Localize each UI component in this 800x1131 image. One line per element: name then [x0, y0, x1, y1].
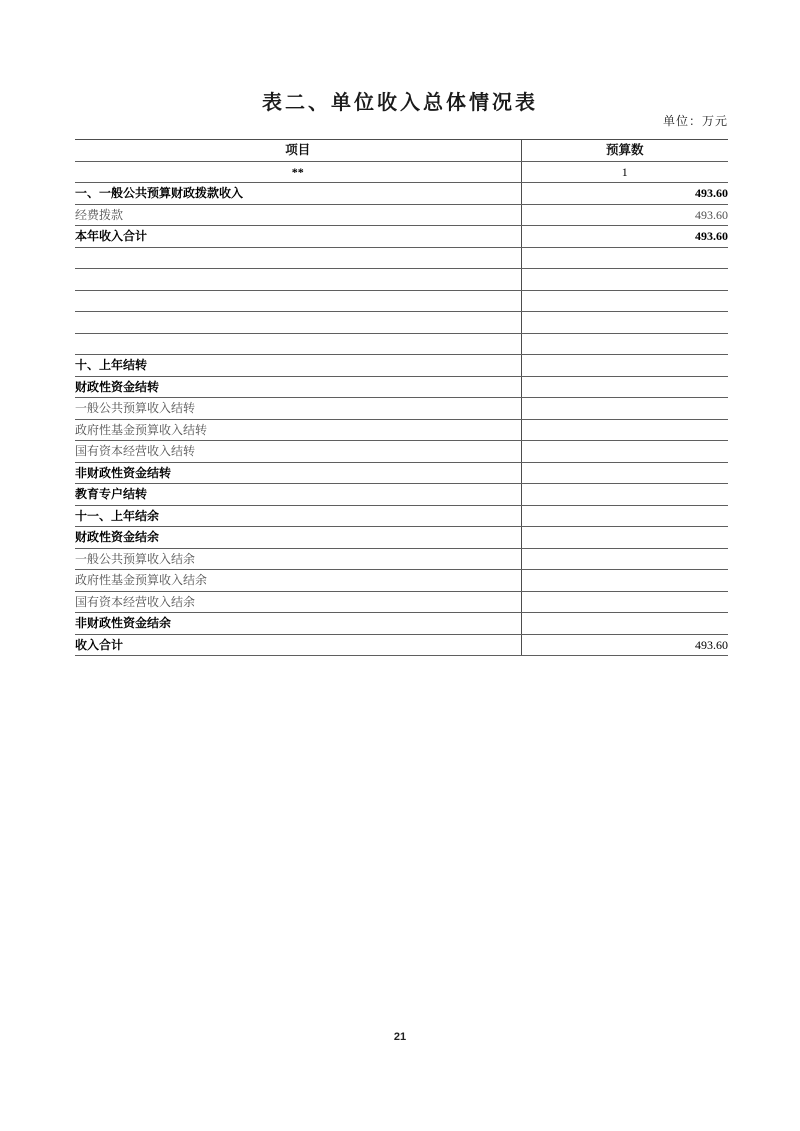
row-value-cell: [521, 355, 728, 377]
row-label-cell: 非财政性资金结转: [75, 462, 521, 484]
table-row: [75, 247, 728, 269]
page-title: 表二、单位收入总体情况表: [262, 92, 538, 114]
row-label-cell: 国有资本经营收入结转: [75, 441, 521, 463]
row-value-cell: 493.60: [521, 204, 728, 226]
row-value-cell: [521, 527, 728, 549]
row-value-cell: [521, 591, 728, 613]
row-label-cell: [75, 269, 521, 291]
row-value-cell: [521, 247, 728, 269]
income-summary-table: [75, 139, 728, 656]
table-row: [75, 333, 728, 355]
row-value-cell: [521, 419, 728, 441]
row-label-cell: [75, 312, 521, 334]
row-label-cell: 财政性资金结余: [75, 527, 521, 549]
table-row: [75, 419, 728, 441]
table-row: [75, 441, 728, 463]
subheader-item-cell: **: [75, 161, 521, 183]
row-value-cell: [521, 290, 728, 312]
row-value-cell: 493.60: [521, 183, 728, 205]
row-label-cell: 国有资本经营收入结余: [75, 591, 521, 613]
row-label-cell: 经费拨款: [75, 204, 521, 226]
row-label-cell: 政府性基金预算收入结转: [75, 419, 521, 441]
row-value-cell: [521, 333, 728, 355]
row-value-cell: [521, 462, 728, 484]
table-header-row: [75, 140, 728, 162]
row-value-cell: [521, 613, 728, 635]
row-label-cell: 非财政性资金结余: [75, 613, 521, 635]
row-label-cell: 财政性资金结转: [75, 376, 521, 398]
table-row: [75, 613, 728, 635]
row-value-cell: [521, 548, 728, 570]
table-row: [75, 204, 728, 226]
table-row: [75, 591, 728, 613]
row-value-cell: [521, 398, 728, 420]
row-label-cell: 本年收入合计: [75, 226, 521, 248]
row-value-cell: [521, 484, 728, 506]
row-label-cell: 十一、上年结余: [75, 505, 521, 527]
table-body: [75, 183, 728, 656]
table-row: [75, 376, 728, 398]
row-label-cell: [75, 333, 521, 355]
table-subheader-row: [75, 161, 728, 183]
unit-note: 单位：万元: [662, 114, 728, 128]
table-row: [75, 398, 728, 420]
column-header-budget: 预算数: [521, 140, 728, 162]
table-row: [75, 269, 728, 291]
table-row: [75, 527, 728, 549]
row-value-cell: [521, 269, 728, 291]
row-value-cell: [521, 505, 728, 527]
table-row: [75, 355, 728, 377]
row-label-cell: 教育专户结转: [75, 484, 521, 506]
column-header-item: 项目: [75, 140, 521, 162]
table-row: [75, 484, 728, 506]
row-label-cell: 一般公共预算收入结转: [75, 398, 521, 420]
page-number: 21: [393, 1031, 407, 1043]
table-row: [75, 183, 728, 205]
table-row: [75, 462, 728, 484]
table-row: [75, 548, 728, 570]
row-value-cell: [521, 570, 728, 592]
row-label-cell: 一、一般公共预算财政拨款收入: [75, 183, 521, 205]
row-value-cell: [521, 376, 728, 398]
row-label-cell: 一般公共预算收入结余: [75, 548, 521, 570]
row-label-cell: 收入合计: [75, 634, 521, 656]
table-row: [75, 570, 728, 592]
table-row: [75, 505, 728, 527]
row-label-cell: 政府性基金预算收入结余: [75, 570, 521, 592]
row-value-cell: [521, 312, 728, 334]
row-value-cell: 493.60: [521, 634, 728, 656]
table-row: [75, 226, 728, 248]
row-label-cell: 十、上年结转: [75, 355, 521, 377]
row-value-cell: 493.60: [521, 226, 728, 248]
subheader-value-cell: 1: [521, 161, 728, 183]
row-label-cell: [75, 247, 521, 269]
row-value-cell: [521, 441, 728, 463]
row-label-cell: [75, 290, 521, 312]
table-row: [75, 634, 728, 656]
table-row: [75, 290, 728, 312]
table-row: [75, 312, 728, 334]
